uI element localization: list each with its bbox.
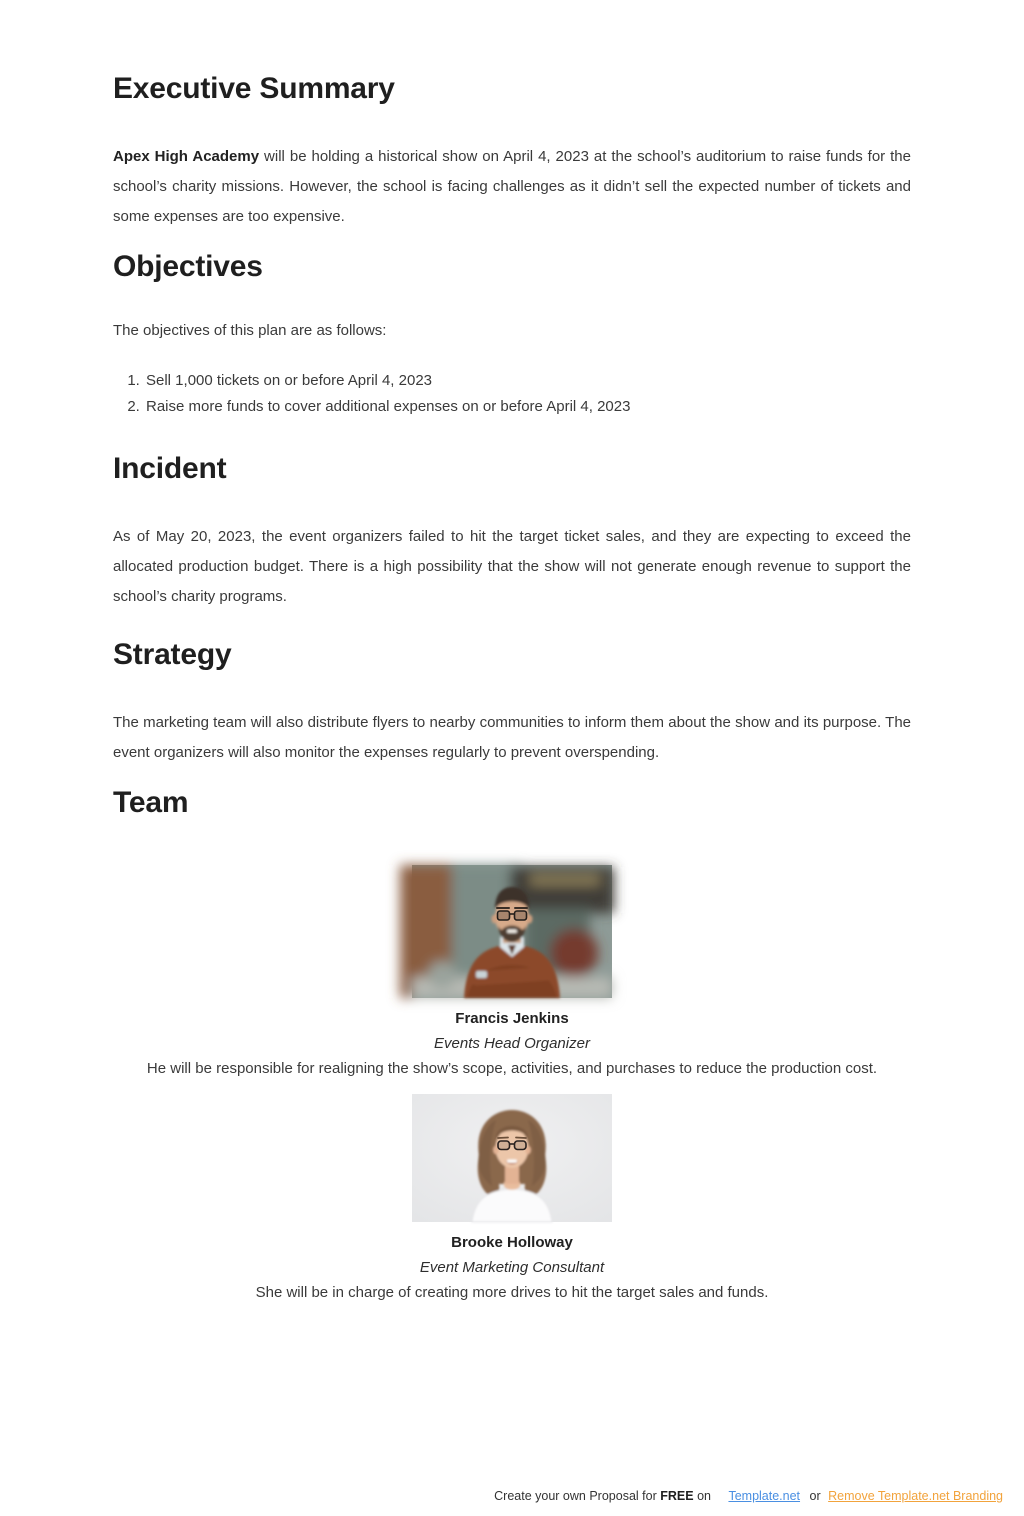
executive-summary-paragraph — [113, 142, 911, 232]
remove-branding-link[interactable]: Remove Template.net Branding — [828, 1489, 1003, 1503]
footer-on-text: on — [697, 1489, 711, 1503]
footer-free-label: FREE — [660, 1489, 694, 1503]
strategy-heading: Strategy — [113, 638, 232, 671]
member-role-francis-jenkins: Events Head Organizer — [434, 1035, 590, 1052]
team-photo-francis-jenkins — [412, 865, 612, 998]
template-net-link[interactable]: Template.net — [728, 1489, 801, 1503]
executive-summary-text: will be holding a historical show on April 4, 2023 at the school’s auditorium to raise funds for the school’s charity missions. However, the school is facing challenges as it didn’t sell the expected number of tickets and some expenses are too expensive. — [113, 148, 911, 225]
member-description-brooke-holloway: She will be in charge of creating more drives to hit the target sales and funds. — [255, 1284, 769, 1301]
strategy-paragraph: The marketing team will also distribute flyers to nearby communities to inform them about the show and its purpose. The event organizers will also monitor the expenses regularly to prevent overspending. — [113, 714, 911, 761]
incident-paragraph: As of May 20, 2023, the event organizers failed to hit the target ticket sales, and they are expecting to exceed the allocated production budget. There is a high possibility that the show will not generate enough revenue to support the school’s charity programs. — [113, 528, 911, 605]
team-heading: Team — [113, 786, 189, 819]
objectives-list — [113, 368, 911, 420]
member-role-brooke-holloway: Event Marketing Consultant — [419, 1259, 605, 1276]
section-team — [113, 784, 911, 1305]
team-photo-brooke-holloway — [412, 1094, 612, 1222]
objectives-heading: Objectives — [113, 250, 263, 283]
member-description-francis-jenkins: He will be responsible for realigning the show’s scope, activities, and purchases to reduce the production cost. — [146, 1060, 878, 1077]
proposal-document-page — [0, 70, 1024, 1305]
section-incident — [113, 450, 911, 612]
objective-item-2: 2. Raise more funds to cover additional expenses on or before April 4, 2023 — [144, 394, 911, 420]
objective-item-1: 1. Sell 1,000 tickets on or before April 4, 2023 — [144, 368, 911, 394]
member-name-brooke-holloway: Brooke Holloway — [451, 1234, 573, 1251]
man-portrait-illustration — [412, 865, 612, 998]
executive-summary-heading: Executive Summary — [113, 72, 395, 105]
company-name: Apex High Academy — [113, 148, 260, 165]
member-name-francis-jenkins: Francis Jenkins — [455, 1010, 569, 1027]
footer-prefix-text: Create your own Proposal for — [494, 1489, 657, 1503]
objectives-intro: The objectives of this plan are as follows: — [113, 322, 387, 339]
footer-or-text: or — [809, 1489, 821, 1503]
section-strategy — [113, 636, 911, 768]
section-objectives — [113, 248, 911, 420]
woman-portrait-illustration — [412, 1094, 612, 1222]
template-branding-footer — [494, 1488, 1003, 1504]
incident-heading: Incident — [113, 452, 227, 485]
section-executive-summary — [113, 70, 911, 232]
